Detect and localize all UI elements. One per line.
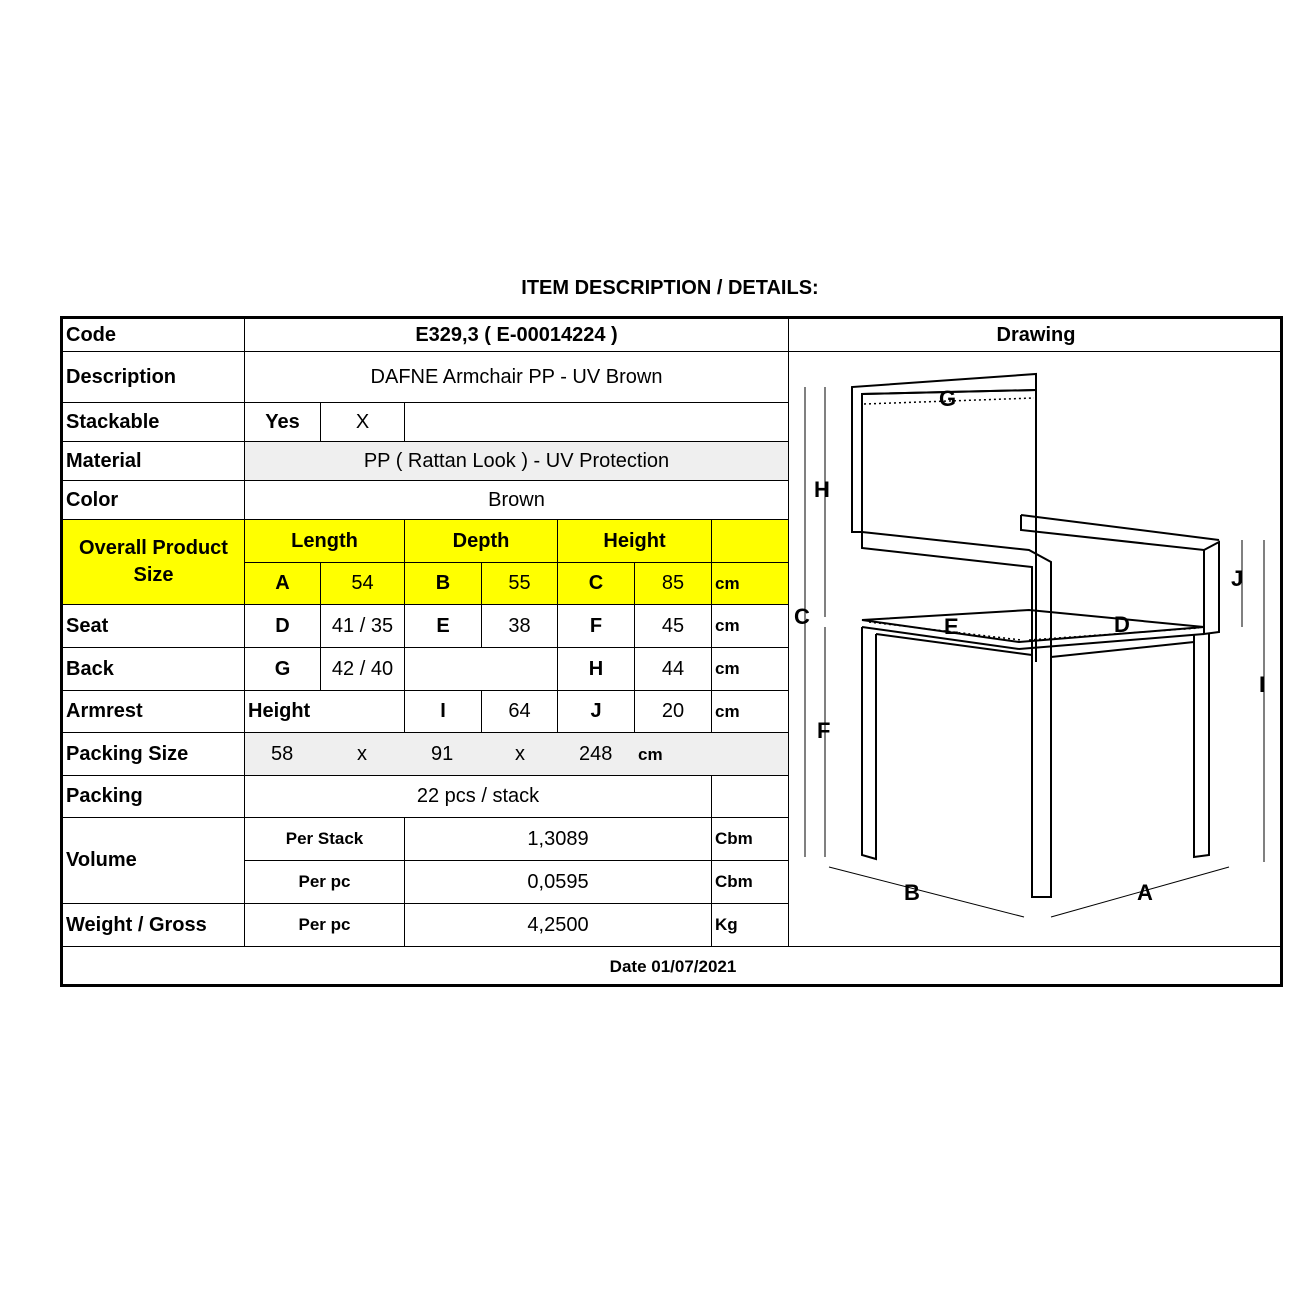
weight-label: Weight / Gross	[63, 904, 245, 947]
volume-per-stack-label: Per Stack	[245, 818, 405, 861]
overall-blank-cell	[712, 520, 789, 563]
color-value: Brown	[245, 481, 789, 520]
material-value: PP ( Rattan Look ) - UV Protection	[245, 442, 789, 481]
dimension-e-label: E	[405, 605, 482, 648]
dimension-c-label: C	[558, 563, 635, 605]
packing-empty-cell	[712, 776, 789, 818]
dimension-b-label: B	[405, 563, 482, 605]
volume-per-pc-value: 0,0595	[405, 861, 712, 904]
depth-header: Depth	[405, 520, 558, 563]
color-label: Color	[63, 481, 245, 520]
code-label: Code	[63, 319, 245, 352]
dimension-lines	[805, 387, 1264, 917]
dimension-a-value: 54	[321, 563, 405, 605]
length-header: Length	[245, 520, 405, 563]
material-label: Material	[63, 442, 245, 481]
packing-size-height: 248	[579, 743, 613, 765]
drawing-header: Drawing	[789, 319, 1283, 352]
code-value: E329,3 ( E-00014224 )	[245, 319, 789, 352]
packing-size-label: Packing Size	[63, 733, 245, 776]
b-dimension-line	[829, 867, 1024, 917]
packing-size-width: 58	[271, 743, 294, 765]
volume-per-pc-label: Per pc	[245, 861, 405, 904]
volume-per-stack-unit: Cbm	[712, 818, 789, 861]
packing-size-depth: 91	[431, 743, 454, 765]
packing-label: Packing	[63, 776, 245, 818]
dimension-d-label: D	[245, 605, 321, 648]
drawing-cell	[789, 352, 1283, 947]
dimension-h-value: 44	[635, 648, 712, 691]
armrest-unit: cm	[712, 691, 789, 733]
dimension-g-label: G	[245, 648, 321, 691]
description-value: DAFNE Armchair PP - UV Brown	[245, 352, 789, 403]
seat-label: Seat	[63, 605, 245, 648]
stackable-mark: X	[321, 403, 405, 442]
front-left-leg	[862, 627, 876, 859]
label-a: A	[1137, 879, 1153, 905]
volume-label: Volume	[63, 818, 245, 904]
dimension-a-label: A	[245, 563, 321, 605]
dimension-h-label: H	[558, 648, 635, 691]
dimension-j-label: J	[558, 691, 635, 733]
dimension-j-value: 20	[635, 691, 712, 733]
packing-value: 22 pcs / stack	[245, 776, 712, 818]
back-right-leg	[1194, 634, 1209, 857]
description-label: Description	[63, 352, 245, 403]
back-unit: cm	[712, 648, 789, 691]
dimension-i-label: I	[405, 691, 482, 733]
seat-unit: cm	[712, 605, 789, 648]
spec-sheet	[60, 316, 1283, 987]
dimension-c-value: 85	[635, 563, 712, 605]
dimension-g-value: 42 / 40	[321, 648, 405, 691]
overall-size-label: Overall Product Size	[63, 520, 245, 605]
label-f: F	[817, 717, 831, 743]
stackable-label: Stackable	[63, 403, 245, 442]
label-h: H	[814, 476, 830, 502]
left-arm-frame	[862, 532, 1051, 897]
volume-per-pc-unit: Cbm	[712, 861, 789, 904]
right-arm-top	[1021, 515, 1219, 540]
dimension-f-value: 45	[635, 605, 712, 648]
chair-drawing	[789, 352, 1283, 947]
label-j: J	[1231, 565, 1244, 591]
date-footer: Date 01/07/2021	[609, 957, 737, 976]
chair-lines	[852, 374, 1219, 897]
label-i: I	[1259, 671, 1266, 697]
label-e: E	[944, 613, 959, 639]
label-c: C	[794, 603, 810, 629]
seat-side-edge	[1019, 634, 1204, 649]
weight-per-pc-label: Per pc	[245, 904, 405, 947]
back-label: Back	[63, 648, 245, 691]
packing-size-separator-1: x	[357, 743, 367, 765]
dimension-e-value: 38	[482, 605, 558, 648]
weight-unit: Kg	[712, 904, 789, 947]
armrest-label: Armrest	[63, 691, 245, 733]
weight-value: 4,2500	[405, 904, 712, 947]
dimension-f-label: F	[558, 605, 635, 648]
packing-size-unit: cm	[638, 745, 663, 764]
stackable-yes-label: Yes	[245, 403, 321, 442]
label-g: G	[939, 385, 957, 411]
back-empty-cell	[405, 648, 558, 691]
front-right-leg	[1032, 652, 1051, 897]
page-title: ITEM DESCRIPTION / DETAILS:	[521, 277, 819, 299]
dimension-d-value: 41 / 35	[321, 605, 405, 648]
height-header: Height	[558, 520, 712, 563]
label-b: B	[904, 879, 920, 905]
volume-per-stack-value: 1,3089	[405, 818, 712, 861]
label-d: D	[1114, 611, 1130, 637]
stackable-empty-cell	[405, 403, 789, 442]
overall-unit: cm	[712, 563, 789, 605]
packing-size-separator-2: x	[515, 743, 525, 765]
armrest-height-label: Height	[245, 691, 405, 733]
dimension-b-value: 55	[482, 563, 558, 605]
dimension-i-value: 64	[482, 691, 558, 733]
